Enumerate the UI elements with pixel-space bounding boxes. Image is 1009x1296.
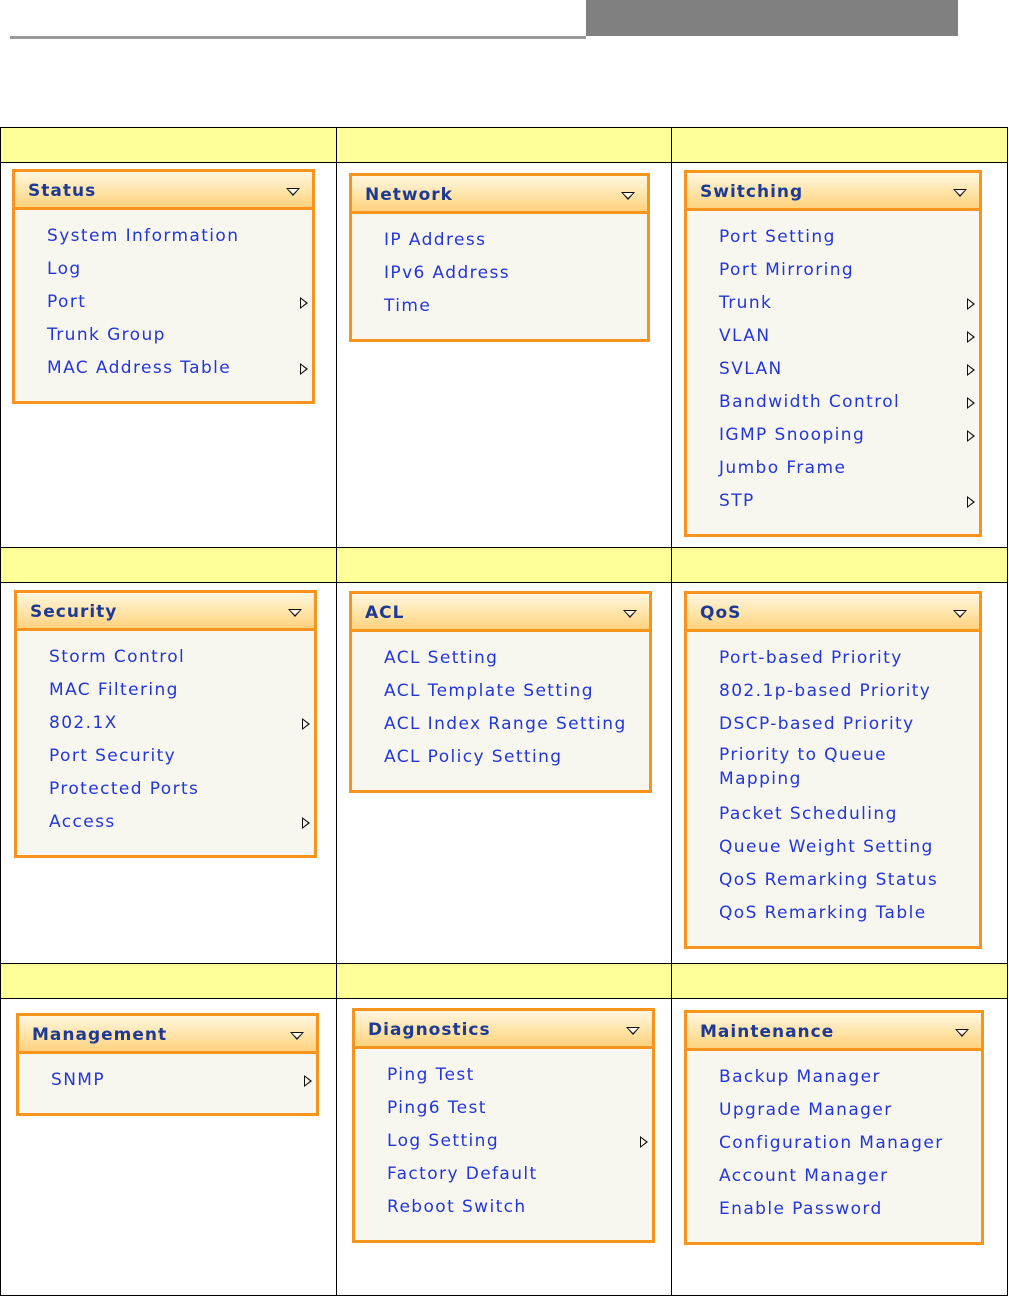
- header-rule: [10, 36, 586, 39]
- chevron-down-icon[interactable]: [955, 1029, 969, 1037]
- menu-title: Maintenance: [700, 1022, 835, 1042]
- qos-menu-items: [687, 632, 979, 946]
- menu-grid-table: [0, 127, 1008, 1296]
- menu-title: Status: [28, 181, 97, 201]
- menu-item-snmp[interactable]: SNMP: [19, 1066, 316, 1099]
- menu-item-time[interactable]: Time: [384, 296, 432, 316]
- menu-item-port-mirroring[interactable]: Port Mirroring: [719, 260, 855, 280]
- table-header-row: [1, 128, 1008, 163]
- maintenance-menu: [684, 1010, 984, 1245]
- table-row: [1, 163, 1008, 548]
- table-cell: [337, 163, 672, 548]
- switching-menu-items: [687, 211, 979, 534]
- menu-item-enable-password[interactable]: Enable Password: [719, 1199, 883, 1219]
- header-cell: [1, 548, 337, 583]
- menu-item-trunk[interactable]: Trunk: [687, 289, 979, 322]
- menu-item-priority-to-queue-mapping[interactable]: Priority to Queue Mapping: [719, 745, 888, 789]
- header-cell: [1, 128, 337, 163]
- menu-title: QoS: [700, 603, 742, 623]
- menu-item-qos-remarking-table[interactable]: QoS Remarking Table: [719, 903, 927, 923]
- security-menu: [14, 590, 317, 858]
- menu-item-reboot-switch[interactable]: Reboot Switch: [387, 1197, 527, 1217]
- chevron-right-icon: [967, 430, 975, 442]
- menu-item-802-1p-based-priority[interactable]: 802.1p-based Priority: [719, 681, 932, 701]
- menu-item-port-setting[interactable]: Port Setting: [719, 227, 836, 247]
- acl-menu-header[interactable]: [352, 594, 649, 632]
- header-box: [586, 0, 958, 36]
- chevron-down-icon[interactable]: [953, 610, 967, 618]
- switching-menu: [684, 170, 982, 537]
- menu-item-ping6-test[interactable]: Ping6 Test: [387, 1098, 487, 1118]
- menu-item-port-security[interactable]: Port Security: [49, 746, 177, 766]
- chevron-right-icon: [967, 496, 975, 508]
- menu-item-acl-template-setting[interactable]: ACL Template Setting: [384, 681, 594, 701]
- status-menu: [12, 169, 315, 404]
- menu-item-acl-setting[interactable]: ACL Setting: [384, 648, 499, 668]
- chevron-right-icon: [967, 397, 975, 409]
- menu-item-jumbo-frame[interactable]: Jumbo Frame: [719, 458, 847, 478]
- chevron-right-icon: [300, 363, 308, 375]
- status-menu-items: [15, 210, 312, 401]
- chevron-down-icon[interactable]: [626, 1027, 640, 1035]
- chevron-down-icon[interactable]: [286, 188, 300, 196]
- menu-title: ACL: [365, 603, 405, 623]
- maintenance-menu-items: [687, 1051, 981, 1242]
- chevron-right-icon: [640, 1136, 648, 1148]
- menu-title: Security: [30, 602, 118, 622]
- chevron-right-icon: [967, 298, 975, 310]
- security-menu-items: [17, 631, 314, 855]
- chevron-right-icon: [967, 364, 975, 376]
- header-cell: [337, 548, 672, 583]
- management-menu-items: [19, 1054, 316, 1113]
- chevron-down-icon[interactable]: [288, 609, 302, 617]
- menu-item-802-1x[interactable]: 802.1X: [17, 709, 314, 742]
- table-row: [1, 583, 1008, 964]
- header-cell: [337, 964, 672, 999]
- diagnostics-menu-items: [355, 1049, 652, 1240]
- menu-item-mac-address-table[interactable]: MAC Address Table: [15, 354, 312, 387]
- chevron-right-icon: [302, 817, 310, 829]
- table-cell: [1, 583, 337, 964]
- table-cell: [337, 999, 672, 1296]
- menu-item-packet-scheduling[interactable]: Packet Scheduling: [719, 804, 898, 824]
- chevron-down-icon[interactable]: [953, 189, 967, 197]
- maintenance-menu-header[interactable]: [687, 1013, 981, 1051]
- menu-item-system-information[interactable]: System Information: [47, 226, 240, 246]
- diagnostics-menu-header[interactable]: [355, 1011, 652, 1049]
- menu-title: Network: [365, 185, 453, 205]
- table-cell: [337, 583, 672, 964]
- diagnostics-menu: [352, 1008, 655, 1243]
- status-menu-header[interactable]: [15, 172, 312, 210]
- menu-item-igmp-snooping[interactable]: IGMP Snooping: [687, 421, 979, 454]
- menu-item-acl-policy-setting[interactable]: ACL Policy Setting: [384, 747, 563, 767]
- menu-title: Management: [32, 1025, 168, 1045]
- menu-item-bandwidth-control[interactable]: Bandwidth Control: [687, 388, 979, 421]
- menu-item-account-manager[interactable]: Account Manager: [719, 1166, 889, 1186]
- menu-item-port[interactable]: Port: [15, 288, 312, 321]
- menu-item-dscp-based-priority[interactable]: DSCP-based Priority: [719, 714, 915, 734]
- table-row: [1, 999, 1008, 1296]
- chevron-down-icon[interactable]: [623, 610, 637, 618]
- management-menu: [16, 1013, 319, 1116]
- menu-item-configuration-manager[interactable]: Configuration Manager: [719, 1133, 944, 1153]
- chevron-right-icon: [304, 1075, 312, 1087]
- acl-menu: [349, 591, 652, 793]
- chevron-right-icon: [300, 297, 308, 309]
- network-menu: [349, 173, 650, 342]
- menu-item-stp[interactable]: STP: [687, 487, 979, 520]
- menu-item-mac-filtering[interactable]: MAC Filtering: [49, 680, 179, 700]
- network-menu-items: [352, 214, 647, 339]
- menu-item-svlan[interactable]: SVLAN: [687, 355, 979, 388]
- network-menu-header[interactable]: [352, 176, 647, 214]
- menu-item-trunk-group[interactable]: Trunk Group: [47, 325, 166, 345]
- menu-item-access[interactable]: Access: [17, 808, 314, 841]
- qos-menu-header[interactable]: [687, 594, 979, 632]
- menu-item-ip-address[interactable]: IP Address: [384, 230, 487, 250]
- menu-title: Switching: [700, 182, 804, 202]
- acl-menu-items: [352, 632, 649, 790]
- menu-item-log-setting[interactable]: Log Setting: [355, 1127, 652, 1160]
- header-cell: [672, 964, 1008, 999]
- header-cell: [672, 548, 1008, 583]
- header-cell: [672, 128, 1008, 163]
- chevron-down-icon[interactable]: [621, 192, 635, 200]
- menu-item-port-based-priority[interactable]: Port-based Priority: [719, 648, 903, 668]
- menu-item-ping-test[interactable]: Ping Test: [387, 1065, 475, 1085]
- menu-item-acl-index-range-setting[interactable]: ACL Index Range Setting: [384, 714, 627, 734]
- menu-item-protected-ports[interactable]: Protected Ports: [49, 779, 200, 799]
- menu-item-vlan[interactable]: VLAN: [687, 322, 979, 355]
- table-cell: [1, 163, 337, 548]
- chevron-down-icon[interactable]: [290, 1032, 304, 1040]
- security-menu-header[interactable]: [17, 593, 314, 631]
- header-cell: [337, 128, 672, 163]
- menu-item-upgrade-manager[interactable]: Upgrade Manager: [719, 1100, 893, 1120]
- table-header-row: [1, 964, 1008, 999]
- qos-menu: [684, 591, 982, 949]
- menu-title: Diagnostics: [368, 1020, 491, 1040]
- table-cell: [672, 583, 1008, 964]
- menu-item-backup-manager[interactable]: Backup Manager: [719, 1067, 881, 1087]
- table-cell: [1, 999, 337, 1296]
- menu-item-ipv6-address[interactable]: IPv6 Address: [384, 263, 511, 283]
- menu-item-storm-control[interactable]: Storm Control: [49, 647, 186, 667]
- table-cell: [672, 999, 1008, 1296]
- chevron-right-icon: [302, 718, 310, 730]
- menu-item-factory-default[interactable]: Factory Default: [387, 1164, 538, 1184]
- menu-item-queue-weight-setting[interactable]: Queue Weight Setting: [719, 837, 934, 857]
- header-cell: [1, 964, 337, 999]
- table-cell: [672, 163, 1008, 548]
- management-menu-header[interactable]: [19, 1016, 316, 1054]
- chevron-right-icon: [967, 331, 975, 343]
- menu-item-qos-remarking-status[interactable]: QoS Remarking Status: [719, 870, 939, 890]
- table-header-row: [1, 548, 1008, 583]
- switching-menu-header[interactable]: [687, 173, 979, 211]
- menu-item-log[interactable]: Log: [47, 259, 82, 279]
